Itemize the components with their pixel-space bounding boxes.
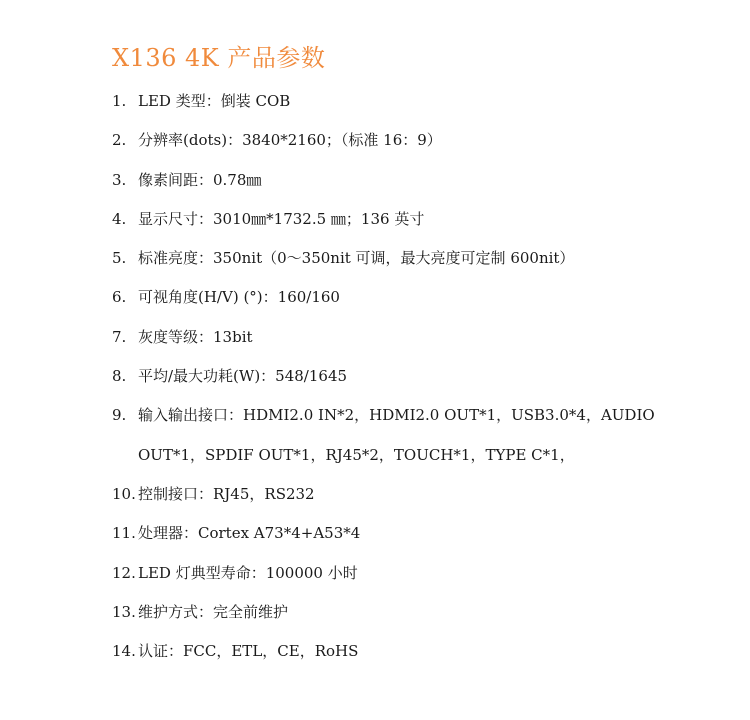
spec-list	[112, 82, 732, 671]
spec-text: 认证：FCC，ETL，CE，RoHS	[138, 642, 359, 661]
spec-number: 11.	[112, 524, 136, 543]
spec-text: 维护方式：完全前维护	[138, 602, 289, 621]
spec-number: 4.	[112, 209, 127, 228]
spec-number: 6.	[112, 288, 127, 307]
spec-item-3	[112, 161, 732, 200]
spec-text: LED 类型：倒装 COB	[138, 92, 291, 110]
spec-number: 8.	[112, 367, 127, 386]
spec-number: 13.	[112, 602, 136, 621]
spec-number: 3.	[112, 170, 127, 189]
spec-item-14	[112, 632, 732, 671]
spec-number: 1.	[112, 92, 127, 110]
spec-item-6	[112, 278, 732, 317]
spec-text: 平均/最大功耗(W)：548/1645	[138, 367, 348, 386]
spec-number: 9.	[112, 406, 127, 425]
spec-item-12	[112, 554, 732, 593]
spec-number: 2.	[112, 131, 127, 150]
spec-text: 处理器：Cortex A73*4+A53*4	[138, 524, 361, 543]
spec-text: 标准亮度：350nit（0～350nit 可调，最大亮度可定制 600nit）	[138, 249, 575, 268]
spec-text: OUT*1，SPDIF OUT*1，RJ45*2，TOUCH*1，TYPE C*1，	[138, 445, 575, 464]
spec-item-2	[112, 121, 732, 160]
spec-item-13	[112, 593, 732, 632]
spec-text: 显示尺寸：3010㎜*1732.5 ㎜；136 英寸	[138, 209, 425, 228]
spec-item-1	[112, 82, 732, 121]
spec-text: 分辨率(dots)：3840*2160；（标准 16：9）	[138, 131, 442, 150]
page-title: X136 4K 产品参数	[112, 44, 326, 72]
spec-text: 像素间距：0.78㎜	[138, 170, 262, 189]
spec-item-11	[112, 514, 732, 553]
spec-number: 12.	[112, 563, 136, 582]
spec-item-9-continued	[112, 436, 732, 475]
spec-text: 控制接口：RJ45，RS232	[138, 484, 315, 503]
spec-item-7	[112, 318, 732, 357]
spec-number: 10.	[112, 484, 136, 503]
spec-number: 5.	[112, 249, 127, 268]
spec-item-9	[112, 396, 732, 435]
spec-text: 输入输出接口：HDMI2.0 IN*2，HDMI2.0 OUT*1，USB3.0*4，AUDIO	[138, 406, 655, 425]
spec-number: 7.	[112, 327, 127, 346]
spec-text: 可视角度(H/V) (°)：160/160	[138, 288, 340, 307]
spec-text: LED 灯典型寿命：100000 小时	[138, 563, 358, 582]
spec-item-8	[112, 357, 732, 396]
spec-item-5	[112, 239, 732, 278]
spec-number: 14.	[112, 642, 136, 661]
spec-item-4	[112, 200, 732, 239]
spec-item-10	[112, 475, 732, 514]
spec-text: 灰度等级：13bit	[138, 327, 253, 346]
